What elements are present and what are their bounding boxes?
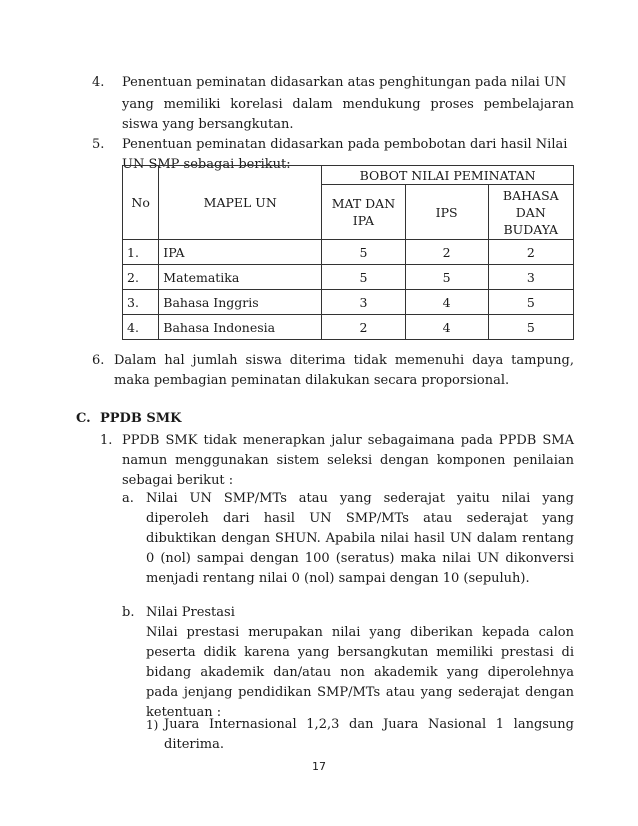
bobot-nilai-table — [122, 165, 574, 340]
table-row — [123, 240, 574, 265]
cell-no: 1. — [123, 240, 159, 265]
list-letter: b. — [122, 605, 135, 620]
header-line: BUDAYA — [503, 221, 559, 237]
paragraph-line: peserta didik karena yang bersangkutan memiliki prestasi di — [146, 645, 574, 660]
table-row — [123, 315, 574, 340]
paragraph-line: diperoleh dari hasil UN SMP/MTs atau sederajat yang — [146, 511, 574, 526]
cell-no: 2. — [123, 265, 159, 290]
list-number: 4. — [92, 75, 105, 90]
list-number: 5. — [92, 137, 105, 152]
list-number: 1) — [146, 718, 159, 732]
cell-bahasa: 5 — [488, 290, 573, 315]
paragraph-line: pada jenjang pendidikan SMP/MTs atau yang sederajat dengan — [146, 685, 574, 700]
table-header-mat-ipa — [322, 185, 406, 240]
cell-ips: 4 — [405, 315, 488, 340]
paragraph-line: 0 (nol) sampai dengan 100 (seratus) maka nilai UN dikonversi — [146, 551, 574, 566]
cell-mat-ipa: 5 — [322, 240, 406, 265]
cell-no: 3. — [123, 290, 159, 315]
list-number: 6. — [92, 353, 105, 368]
paragraph-line: bidang akademik dan/atau non akademik yang diperolehnya — [146, 665, 574, 680]
section-title: PPDB SMK — [100, 411, 182, 426]
paragraph-line: Dalam hal jumlah siswa diterima tidak memenuhi daya tampung, — [114, 353, 574, 368]
paragraph-line: ketentuan : — [146, 705, 222, 720]
paragraph-line: siswa yang bersangkutan. — [122, 117, 294, 132]
paragraph-line: Nilai UN SMP/MTs atau yang sederajat yaitu nilai yang — [146, 491, 574, 506]
table-row — [123, 290, 574, 315]
paragraph-line: Nilai prestasi merupakan nilai yang diberikan kepada calon — [146, 625, 574, 640]
cell-mapel: Matematika — [159, 265, 322, 290]
table-header-bobot: BOBOT NILAI PEMINATAN — [322, 166, 574, 185]
section-letter: C. — [76, 411, 91, 426]
header-line: MAT DAN — [331, 196, 396, 211]
paragraph-line: maka pembagian peminatan dilakukan secara proporsional. — [114, 373, 510, 388]
paragraph-line: Penentuan peminatan didasarkan pada pembobotan dari hasil Nilai — [122, 137, 568, 152]
list-letter: a. — [122, 491, 134, 506]
paragraph-line: UN SMP sebagai berikut: — [122, 157, 291, 172]
table-row — [123, 265, 574, 290]
subsection-heading: Nilai Prestasi — [146, 605, 235, 620]
header-line: BAHASA — [502, 187, 559, 203]
cell-mapel: Bahasa Inggris — [159, 290, 322, 315]
table-header-mapel: MAPEL UN — [159, 166, 322, 240]
cell-ips: 4 — [405, 290, 488, 315]
cell-no: 4. — [123, 315, 159, 340]
list-number: 1. — [100, 433, 113, 448]
header-line: IPA — [352, 213, 375, 228]
cell-bahasa: 5 — [488, 315, 573, 340]
cell-mat-ipa: 3 — [322, 290, 406, 315]
page-number: 17 — [312, 760, 326, 773]
paragraph-line: namun menggunakan sistem seleksi dengan komponen penilaian — [122, 453, 574, 468]
paragraph-line: Penentuan peminatan didasarkan atas penghitungan pada nilai UN — [122, 75, 567, 90]
paragraph-line: dibuktikan dengan SHUN. Apabila nilai hasil UN dalam rentang — [146, 531, 574, 546]
header-line: DAN — [515, 204, 546, 220]
cell-ips: 2 — [405, 240, 488, 265]
cell-mat-ipa: 2 — [322, 315, 406, 340]
paragraph-line: sebagai berikut : — [122, 473, 234, 488]
paragraph-line: PPDB SMK tidak menerapkan jalur sebagaimana pada PPDB SMA — [122, 433, 574, 448]
table-header-bahasa — [488, 185, 573, 240]
cell-bahasa: 3 — [488, 265, 573, 290]
paragraph-line: Juara Internasional 1,2,3 dan Juara Nasional 1 langsung — [164, 717, 574, 732]
table-header-ips: IPS — [405, 185, 488, 240]
cell-ips: 5 — [405, 265, 488, 290]
paragraph-line: yang memiliki korelasi dalam mendukung proses pembelajaran — [122, 97, 574, 112]
paragraph-line: diterima. — [164, 737, 224, 752]
table-header-no: No — [123, 166, 159, 240]
paragraph-line: menjadi rentang nilai 0 (nol) sampai dengan 10 (sepuluh). — [146, 571, 530, 586]
cell-mapel: Bahasa Indonesia — [159, 315, 322, 340]
cell-bahasa: 2 — [488, 240, 573, 265]
cell-mat-ipa: 5 — [322, 265, 406, 290]
cell-mapel: IPA — [159, 240, 322, 265]
